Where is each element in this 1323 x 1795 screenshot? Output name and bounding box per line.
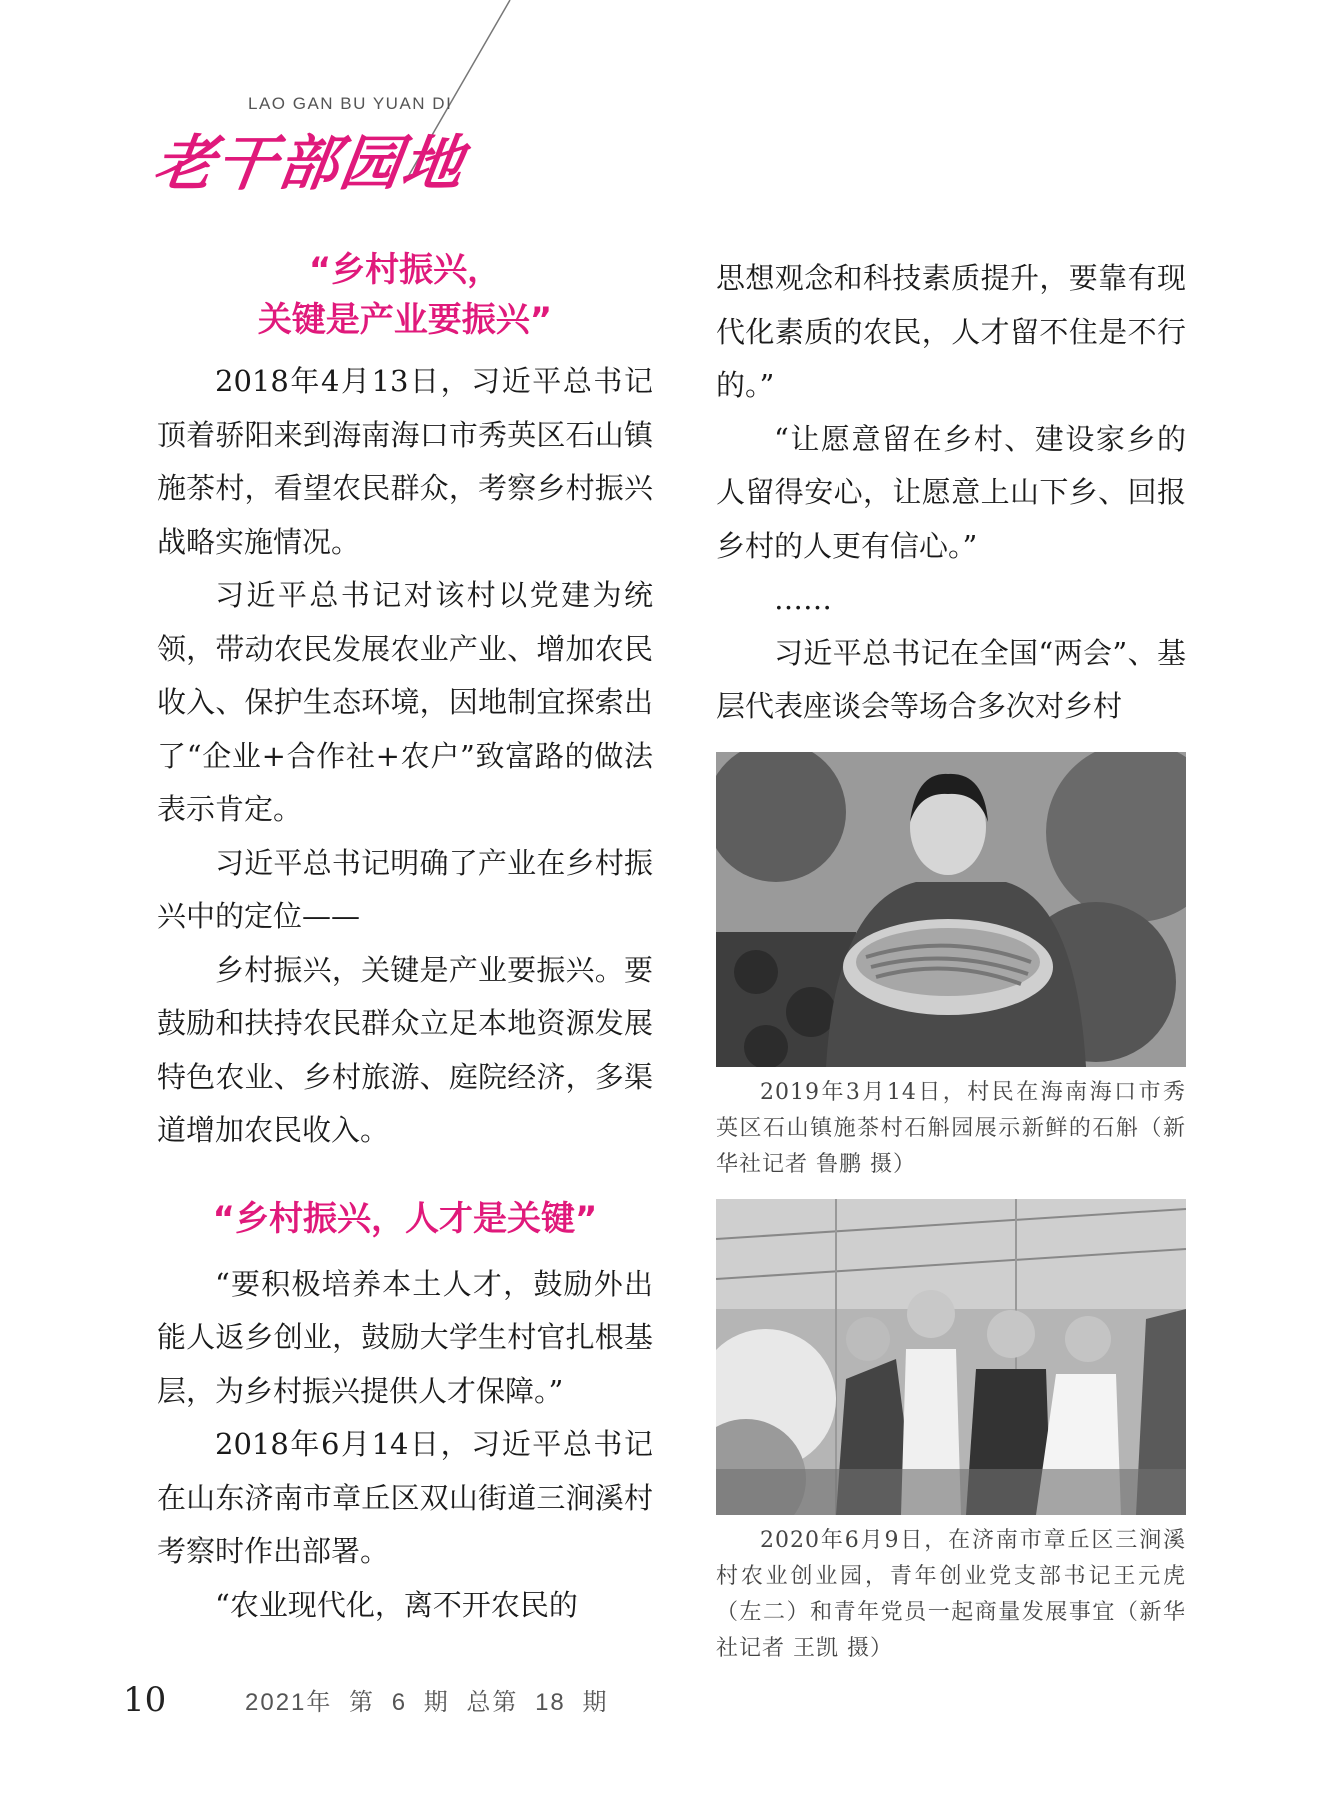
- paragraph: 思想观念和科技素质提升，要靠有现代化素质的农民，人才留不住是不行的。”: [716, 261, 1186, 402]
- paragraph: 2018年4月13日，习近平总书记顶着骄阳来到海南海口市秀英区石山镇施茶村，看望农民群众，考察乡村振兴战略实施情况。: [157, 364, 653, 559]
- right-column: [716, 252, 1186, 1667]
- photo-caption: 2019年3月14日，村民在海南海口市秀英区石山镇施茶村石斛园展示新鲜的石斛（新华社记者 鲁鹏 摄）: [716, 1079, 1186, 1177]
- photo-villager-dendrobium: [716, 752, 1186, 1067]
- paragraph: 习近平总书记明确了产业在乡村振兴中的定位——: [157, 845, 653, 933]
- issue-info: 2021年 第 6 期 总第 18 期: [245, 1689, 609, 1716]
- photo-greenhouse-discussion: [716, 1199, 1186, 1515]
- paragraph: 2018年6月14日，习近平总书记在山东济南市章丘区双山街道三涧溪村考察时作出部署。: [157, 1427, 653, 1568]
- paragraph-ellipsis: ……: [774, 582, 832, 616]
- header-subtitle: LAO GAN BU YUAN DI: [248, 94, 453, 113]
- page-number: 10: [123, 1680, 167, 1720]
- header-logo: 老干部园地: [149, 129, 470, 199]
- photo-caption: 2020年6月9日，在济南市章丘区三涧溪村农业创业园，青年创业党支部书记王元虎（左二）和青年党员一起商量发展事宜（新华社记者 王凯 摄）: [716, 1527, 1186, 1661]
- paragraph: 乡村振兴，关键是产业要振兴。要鼓励和扶持农民群众立足本地资源发展特色农业、乡村旅游、庭院经济，多渠道增加农民收入。: [157, 952, 653, 1147]
- paragraph: 习近平总书记在全国“两会”、基层代表座谈会等场合多次对乡村: [716, 635, 1186, 723]
- paragraph: “农业现代化，离不开农民的: [215, 1587, 578, 1622]
- paragraph: 习近平总书记对该村以党建为统领，带动农民发展农业产业、增加农民收入、保护生态环境，因地制宜探索出了“企业+合作社+农户”致富路的做法表示肯定。: [157, 578, 653, 826]
- section-heading-industry: “乡村振兴， 关键是产业要振兴”: [257, 250, 553, 340]
- section-heading-talent: “乡村振兴，人才是关键”: [212, 1198, 598, 1239]
- paragraph: “让愿意留在乡村、建设家乡的人留得安心，让愿意上山下乡、回报乡村的人更有信心。”: [716, 421, 1186, 563]
- left-column: [157, 245, 653, 1632]
- paragraph: “要积极培养本土人才，鼓励外出能人返乡创业，鼓励大学生村官扎根基层，为乡村振兴提供人才保障。”: [157, 1266, 653, 1408]
